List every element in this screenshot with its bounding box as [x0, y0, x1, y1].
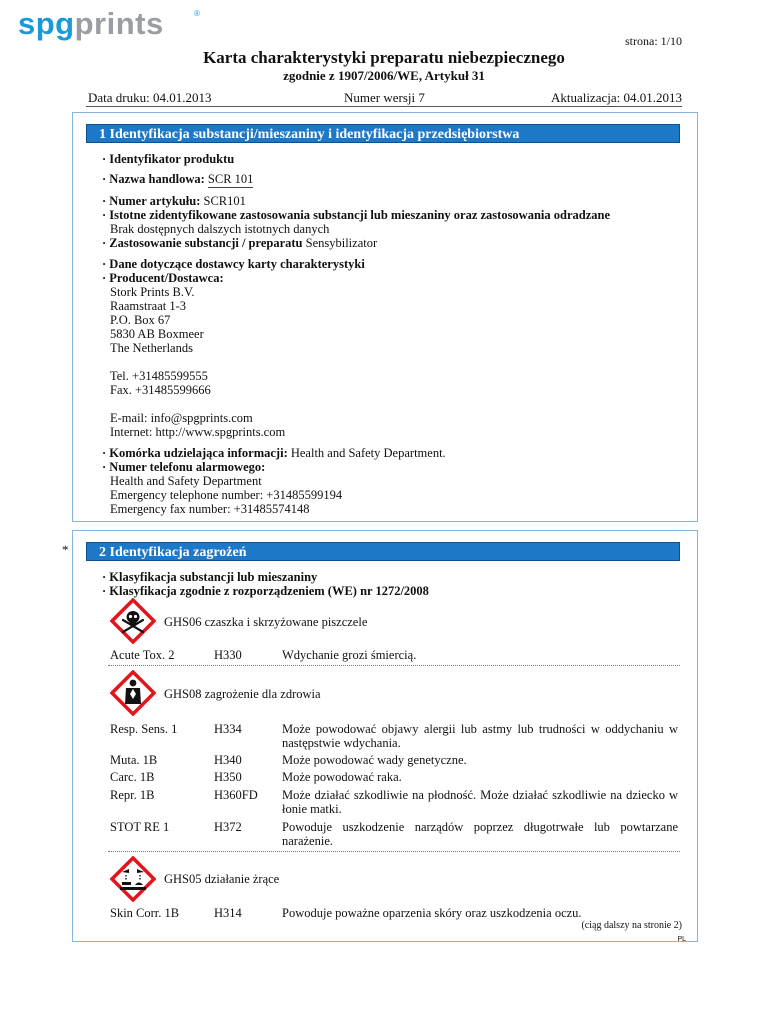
- hazard-code: H330: [214, 648, 242, 662]
- version-number: Numer wersji 7: [344, 90, 425, 105]
- telephone: Tel. +31485599555: [110, 369, 208, 383]
- regulation-label: · Klasyfikacja zgodnie z rozporządzeniem (WE) nr 1272/2008: [102, 584, 429, 598]
- hazard-class: STOT RE 1: [110, 820, 170, 834]
- hazard-class: Resp. Sens. 1: [110, 722, 178, 736]
- application-label: · Zastosowanie substancji / preparatu: [102, 236, 303, 250]
- print-date: Data druku: 04.01.2013: [88, 90, 212, 105]
- separator: [108, 851, 680, 852]
- article-number-value: SCR101: [203, 194, 246, 208]
- trade-name-label: · Nazwa handlowa:: [102, 172, 205, 186]
- page-number: strona: 1/10: [625, 34, 682, 48]
- emergency-line: Emergency telephone number: +31485599194: [110, 488, 343, 502]
- hazard-statement: Może działać szkodliwie na płodność. Może działać szkodliwie na dziecko w łonie matki.: [282, 788, 678, 816]
- producer-label: · Producent/Dostawca:: [102, 271, 224, 285]
- address-line: Raamstraat 1-3: [110, 299, 187, 313]
- address-line: P.O. Box 67: [110, 313, 171, 327]
- info-department-label: · Komórka udzielająca informacji:: [102, 446, 288, 460]
- continued-note: (ciąg dalszy na stronie 2): [581, 920, 682, 931]
- hazard-code: H350: [214, 770, 242, 784]
- address-line: The Netherlands: [110, 341, 193, 355]
- ghs05-label: GHS05 działanie żrące: [164, 872, 280, 886]
- fax: Fax. +31485599666: [110, 383, 211, 397]
- hazard-statement: Może powodować raka.: [282, 770, 402, 784]
- hazard-code: H340: [214, 753, 242, 767]
- hazard-class: Muta. 1B: [110, 753, 158, 767]
- section-1-heading: 1 Identyfikacja substancji/mieszaniny i identyfikacja przedsiębiorstwa: [86, 124, 680, 143]
- product-identifier-label: · Identyfikator produktu: [102, 152, 235, 166]
- section-2-heading: 2 Identyfikacja zagrożeń: [86, 542, 680, 561]
- hazard-class: Acute Tox. 2: [110, 648, 175, 662]
- address-line: 5830 AB Boxmeer: [110, 327, 204, 341]
- info-department-row: [102, 446, 446, 460]
- uses-value: Brak dostępnych dalszych istotnych danych: [110, 222, 330, 236]
- document-title: Karta charakterystyki preparatu niebezpiecznego: [203, 48, 565, 67]
- hazard-statement: Powoduje poważne oparzenia skóry oraz uszkodzenia oczu.: [282, 906, 582, 920]
- trade-name-row: [102, 172, 253, 186]
- header-divider: [86, 106, 682, 107]
- application-row: [102, 236, 377, 250]
- skull-crossbones-icon: [110, 598, 156, 644]
- trade-name-value: SCR 101: [207, 172, 254, 186]
- hazard-code: H372: [214, 820, 242, 834]
- spgprints-logo: spgprints ®: [18, 6, 201, 41]
- emergency-line: Health and Safety Department: [110, 474, 262, 488]
- address-line: Stork Prints B.V.: [110, 285, 195, 299]
- corrosion-icon: [110, 856, 156, 902]
- update-date: Aktualizacja: 04.01.2013: [550, 90, 682, 105]
- application-value: Sensybilizator: [305, 236, 378, 250]
- emergency-line: Emergency fax number: +31485574148: [110, 502, 310, 516]
- hazard-statement: Wdychanie grozi śmiercią.: [282, 648, 417, 662]
- article-number-row: [102, 194, 246, 208]
- ghs08-label: GHS08 zagrożenie dla zdrowia: [164, 687, 321, 701]
- uses-label: · Istotne zidentyfikowane zastosowania substancji lub mieszaniny oraz zastosowania odradzane: [102, 208, 611, 222]
- hazard-code: H314: [214, 906, 242, 920]
- hazard-statement: Powoduje uszkodzenie narządów poprzez długotrwałe lub powtarzane narażenie.: [282, 820, 678, 848]
- hazard-code: H334: [214, 722, 242, 736]
- supplier-details-label: · Dane dotyczące dostawcy karty charakterystyki: [102, 257, 365, 271]
- health-hazard-icon: [110, 670, 156, 716]
- ghs06-label: GHS06 czaszka i skrzyżowane piszczele: [164, 615, 368, 629]
- hazard-statement: Może powodować objawy alergii lub astmy lub trudności w oddychaniu w następstwie wdychania.: [282, 722, 678, 750]
- emergency-phone-label: · Numer telefonu alarmowego:: [102, 460, 266, 474]
- email[interactable]: E-mail: info@spgprints.com: [110, 411, 253, 425]
- document-subtitle: zgodnie z 1907/2006/WE, Artykuł 31: [283, 68, 485, 83]
- hazard-class: Carc. 1B: [110, 770, 155, 784]
- revision-marker: *: [62, 542, 69, 557]
- separator: [108, 665, 680, 666]
- info-department-value: Health and Safety Department.: [290, 446, 446, 460]
- hazard-class: Skin Corr. 1B: [110, 906, 180, 920]
- website[interactable]: Internet: http://www.spgprints.com: [110, 425, 286, 439]
- hazard-code: H360FD: [214, 788, 258, 802]
- article-number-label: · Numer artykułu:: [102, 194, 201, 208]
- language-code: PL: [677, 936, 686, 943]
- hazard-statement: Może powodować wady genetyczne.: [282, 753, 467, 767]
- classification-label: · Klasyfikacja substancji lub mieszaniny: [102, 570, 318, 584]
- hazard-class: Repr. 1B: [110, 788, 155, 802]
